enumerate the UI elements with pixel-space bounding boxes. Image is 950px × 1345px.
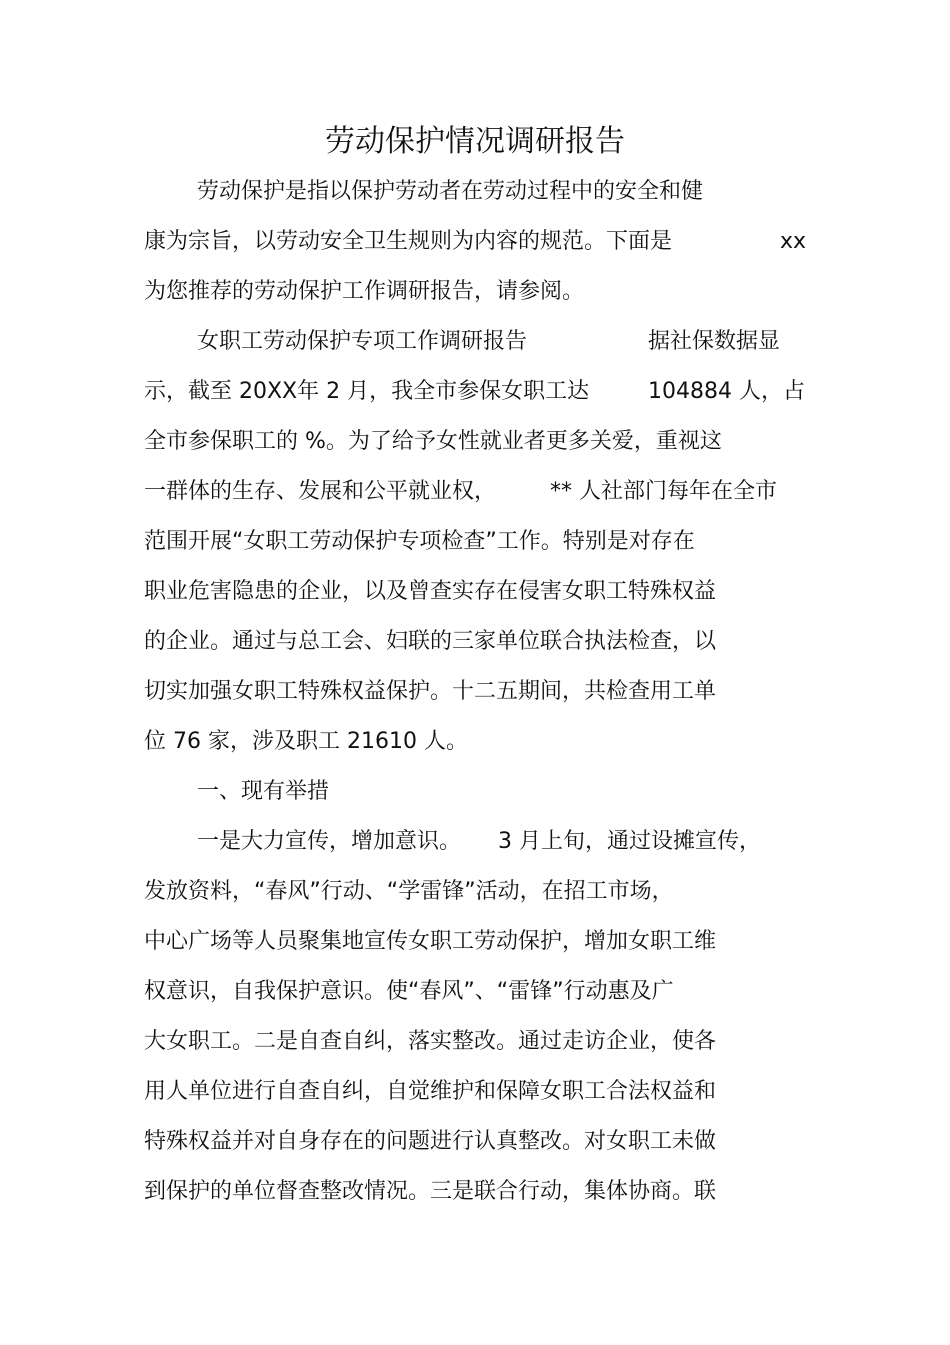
paragraph-line-5-tail: 104884 人，占 — [648, 379, 805, 404]
paragraph-line-3: 为您推荐的劳动保护工作调研报告，请参阅。 — [144, 279, 585, 304]
paragraph-line-16: 权意识，自我保护意识。使“春风”、“雷锋”行动惠及广 — [144, 979, 674, 1004]
paragraph-line-14: 发放资料，“春风”行动、“学雷锋”活动，在招工市场， — [144, 879, 674, 904]
paragraph-line-13: 一是大力宣传，增加意识。 — [197, 829, 462, 854]
paragraph-line-11: 切实加强女职工特殊权益保护。十二五期间，共检查用工单 — [144, 679, 717, 704]
paragraph-line-20: 到保护的单位督查整改情况。三是联合行动，集体协商。联 — [144, 1179, 717, 1204]
paragraph-line-4-tail: 据社保数据显 — [648, 329, 781, 354]
paragraph-line-12: 位 76 家，涉及职工 21610 人。 — [144, 729, 468, 754]
paragraph-line-18: 用人单位进行自查自纠，自觉维护和保障女职工合法权益和 — [144, 1079, 717, 1104]
paragraph-line-7: 一群体的生存、发展和公平就业权， — [144, 479, 497, 504]
paragraph-line-5: 示，截至 20XX年 2 月，我全市参保女职工达 — [144, 379, 590, 404]
paragraph-line-19: 特殊权益并对自身存在的问题进行认真整改。对女职工未做 — [144, 1129, 717, 1154]
paragraph-line-8: 范围开展“女职工劳动保护专项检查”工作。特别是对存在 — [144, 529, 695, 554]
document-title: 劳动保护情况调研报告 — [325, 124, 625, 159]
paragraph-line-10: 的企业。通过与总工会、妇联的三家单位联合执法检查，以 — [144, 629, 717, 654]
paragraph-line-6: 全市参保职工的 %。为了给予女性就业者更多关爱，重视这 — [144, 429, 722, 454]
paragraph-line-1: 劳动保护是指以保护劳动者在劳动过程中的安全和健 — [197, 179, 704, 204]
paragraph-line-2-tail: xx — [780, 229, 807, 254]
paragraph-line-2: 康为宗旨，以劳动安全卫生规则为内容的规范。下面是 — [144, 229, 673, 254]
paragraph-line-7-tail: ** 人社部门每年在全市 — [550, 479, 777, 504]
paragraph-line-15: 中心广场等人员聚集地宣传女职工劳动保护，增加女职工维 — [144, 929, 717, 954]
section-heading-1: 一、现有举措 — [197, 779, 330, 804]
paragraph-line-17: 大女职工。二是自查自纠，落实整改。通过走访企业，使各 — [144, 1029, 717, 1054]
paragraph-line-13-tail: 3 月上旬，通过设摊宣传， — [498, 829, 761, 854]
paragraph-line-9: 职业危害隐患的企业，以及曾查实存在侵害女职工特殊权益 — [144, 579, 717, 604]
paragraph-line-4: 女职工劳动保护专项工作调研报告 — [197, 329, 528, 354]
